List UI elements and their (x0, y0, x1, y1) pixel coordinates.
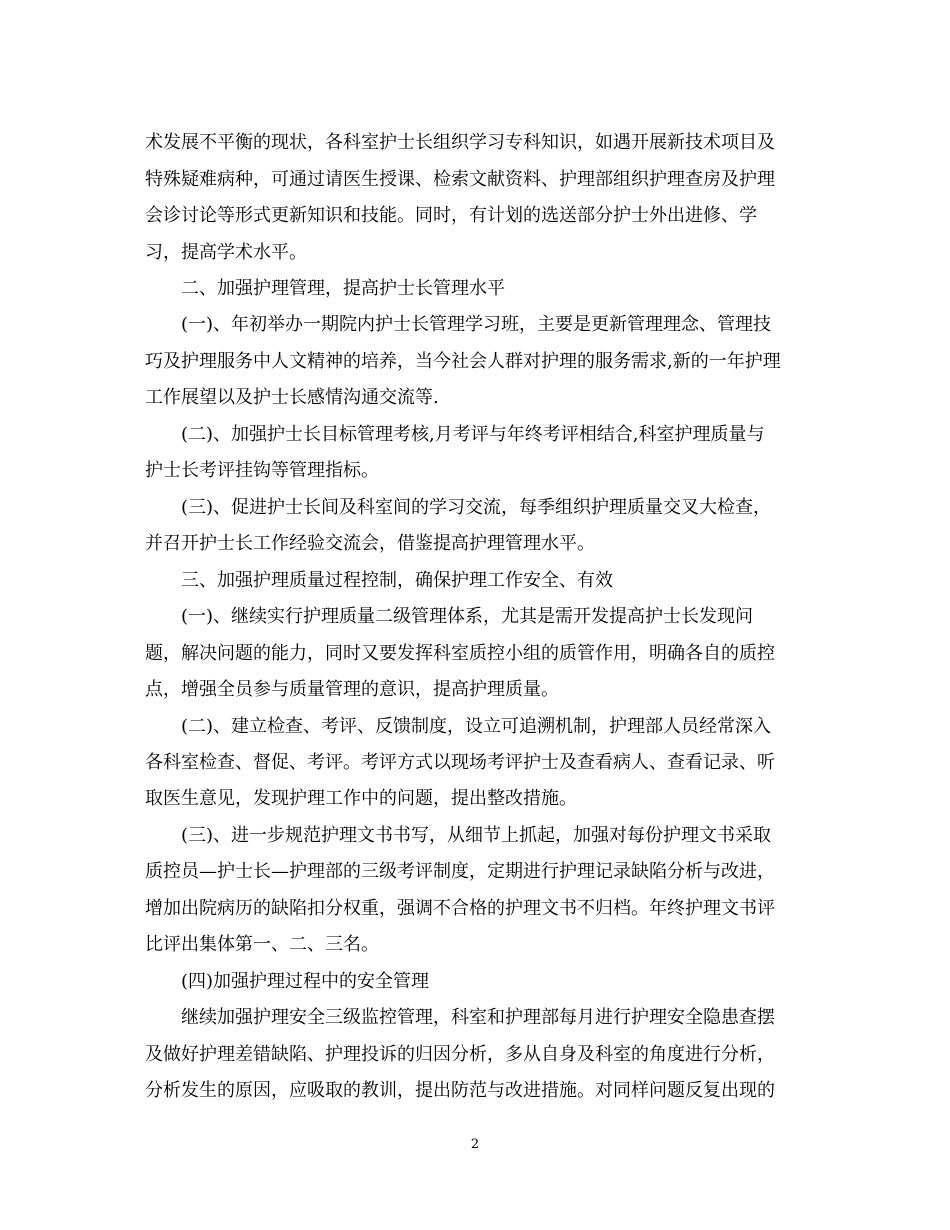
body-text-line: 会诊讨论等形式更新知识和技能。同时，有计划的选送部分护士外出进修、学 (145, 205, 757, 226)
body-text-line: (一)、继续实行护理质量二级管理体系，尤其是需开发提高护士长发现问 (181, 606, 754, 627)
body-text-line: 增加出院病历的缺陷扣分权重，强调不合格的护理文书不归档。年终护理文书评 (145, 898, 775, 919)
body-text-line: 术发展不平衡的现状，各科室护士长组织学习专科知识，如遇开展新技术项目及 (145, 132, 775, 153)
body-text-line: (一)、年初举办一期院内护士长管理学习班，主要是更新管理理念、管理技 (181, 314, 772, 335)
body-text-line: (三)、促进护士长间及科室间的学习交流，每季组织护理质量交叉大检查， (181, 497, 772, 518)
body-text-line: 特殊疑难病种，可通过请医生授课、检索文献资料、护理部组织护理查房及护理 (145, 169, 775, 190)
page-number: 2 (470, 1137, 480, 1152)
section-heading: 三、加强护理质量过程控制，确保护理工作安全、有效 (181, 570, 613, 591)
body-text-line: 工作展望以及护士长感情沟通交流等. (145, 387, 439, 408)
body-text-line: 比评出集体第一、二、三名。 (145, 934, 379, 955)
body-text-line: 题，解决问题的能力，同时又要发挥科室质控小组的质管作用，明确各自的质控 (145, 643, 775, 664)
body-text-line: 继续加强护理安全三级监控管理，科室和护理部每月进行护理安全隐患查摆 (181, 1007, 775, 1028)
body-text-line: (二)、加强护士长目标管理考核,月考评与年终考评相结合,科室护理质量与 (181, 424, 765, 445)
body-text-line: 质控员—护士长—护理部的三级考评制度，定期进行护理记录缺陷分析与改进， (145, 861, 775, 882)
body-text-line: 护士长考评挂钩等管理指标。 (145, 460, 379, 481)
section-heading: 二、加强护理管理，提高护士长管理水平 (181, 278, 505, 299)
body-text-line: 各科室检查、督促、考评。考评方式以现场考评护士及查看病人、查看记录、听 (145, 752, 775, 773)
body-text-line: (三)、进一步规范护理文书书写，从细节上抓起，加强对每份护理文书采取 (181, 825, 772, 846)
body-text-line: 点，增强全员参与质量管理的意识，提高护理质量。 (145, 679, 559, 700)
body-text-line: 取医生意见，发现护理工作中的问题，提出整改措施。 (145, 788, 577, 809)
body-text-line: 并召开护士长工作经验交流会，借鉴提高护理管理水平。 (145, 533, 595, 554)
body-text-line: 习，提高学术水平。 (145, 242, 307, 263)
body-text-line: 及做好护理差错缺陷、护理投诉的归因分析，多从自身及科室的角度进行分析， (145, 1044, 775, 1065)
body-text-line: 分析发生的原因，应吸取的教训，提出防范与改进措施。对同样问题反复出现的 (145, 1080, 775, 1101)
section-heading: (四)加强护理过程中的安全管理 (181, 971, 430, 992)
body-text-line: 巧及护理服务中人文精神的培养，当今社会人群对护理的服务需求,新的一年护理 (145, 351, 781, 372)
body-text-line: (二)、建立检查、考评、反馈制度，设立可追溯机制，护理部人员经常深入 (181, 716, 772, 737)
